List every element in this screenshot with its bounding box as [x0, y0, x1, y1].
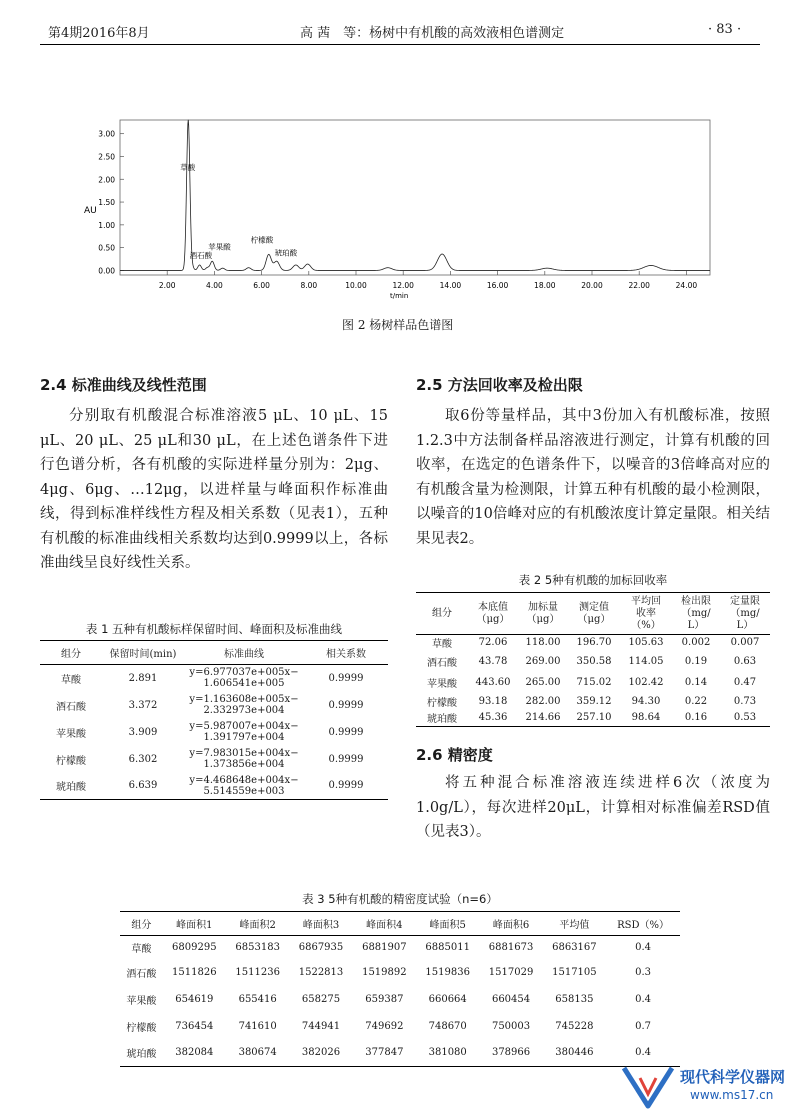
table3-cell: 0.4 [635, 941, 651, 953]
table3-cell: 382084 [175, 1047, 214, 1059]
watermark-logo-accent [640, 1078, 656, 1094]
table1-cell: 2.891 [128, 672, 158, 684]
table3-cell: 琥珀酸 [126, 1049, 157, 1061]
table2-row [416, 635, 770, 651]
table3-cell: 660454 [491, 993, 531, 1005]
table3-cell: 0.4 [635, 1047, 651, 1059]
table1-row [40, 719, 388, 746]
watermark-logo-mark [624, 1068, 672, 1106]
table1-cell: 草酸 [61, 674, 81, 686]
table2-header: 组分 [432, 607, 452, 619]
y-tick-label: 2.00 [98, 175, 115, 185]
watermark-logo [618, 1060, 678, 1110]
table3-cell: 1511826 [172, 966, 217, 978]
table1 [40, 640, 388, 800]
table2-row [416, 710, 770, 727]
peak-label: 草酸 [180, 163, 196, 173]
y-tick-label: 0.00 [98, 266, 115, 276]
table1-cell: 6.639 [128, 780, 158, 792]
header-rule [40, 44, 760, 45]
table1-header-row [40, 641, 388, 665]
table2-cell: 0.53 [733, 712, 757, 724]
table2-cell: 282.00 [525, 695, 561, 707]
table2-header: 本底值 （μg） [476, 601, 510, 625]
table3-row [120, 986, 680, 1013]
table2-header: 加标量 （μg） [526, 601, 560, 625]
table3-cell: 377847 [365, 1047, 404, 1059]
table1-header: 保留时间(min) [109, 649, 177, 660]
table3-row [120, 959, 680, 986]
table1-cell: 0.9999 [328, 780, 364, 792]
peak-label: 酒石酸 [189, 250, 213, 260]
running-header-title: 高 茜 等：杨树中有机酸的高效液相色谱测定 [300, 26, 565, 41]
section-2-4-title: 2.4 标准曲线及线性范围 [40, 376, 207, 394]
table3-cell: 柠檬酸 [126, 1022, 157, 1034]
x-tick-label: 16.00 [486, 281, 509, 290]
table1-row [40, 746, 388, 773]
table2-cell: 72.06 [478, 637, 508, 649]
table2-cell: 0.16 [684, 712, 708, 724]
table2-cell: 114.05 [628, 655, 664, 667]
table1-cell: 酒石酸 [56, 701, 86, 713]
table2-cell: 94.30 [631, 695, 661, 707]
table3-cell: 658135 [555, 993, 594, 1005]
y-tick-label: 2.50 [98, 152, 115, 162]
table3-cell: 736454 [175, 1020, 214, 1032]
table3-cell: 酒石酸 [126, 968, 157, 980]
table2-cell: 草酸 [432, 639, 452, 651]
table3-cell: 6881673 [488, 941, 534, 953]
table2-header: 测定值 （μg） [577, 601, 611, 625]
running-header-page: · 83 · [708, 22, 742, 37]
table3-row [120, 936, 680, 959]
table3-cell: 1519892 [362, 966, 407, 978]
x-tick-label: 6.00 [253, 281, 270, 290]
table1-equation: y=7.983015e+004x− 1.373856e+004 [189, 748, 299, 770]
table1-cell: 0.9999 [328, 753, 364, 765]
x-tick-label: 18.00 [534, 281, 556, 290]
table3-cell: 0.4 [635, 993, 651, 1005]
watermark-name: 现代科学仪器网 [680, 1068, 786, 1086]
table2-cell: 琥珀酸 [427, 714, 457, 726]
table2 [416, 592, 770, 727]
table1-header: 组分 [61, 649, 81, 660]
chromatogram-figure [60, 118, 720, 308]
table2-cell: 0.14 [684, 676, 708, 688]
table2-header-row [416, 593, 770, 635]
y-tick-label: 0.50 [98, 243, 115, 253]
table3-header: 峰面积3 [302, 920, 340, 931]
table2-row [416, 693, 770, 710]
table1-cell: 0.9999 [328, 672, 364, 684]
table1-cell: 琥珀酸 [56, 782, 86, 794]
table2-cell: 269.00 [525, 655, 561, 667]
table2-cell: 196.70 [576, 637, 612, 649]
table3-cell: 6853183 [235, 941, 280, 953]
section-2-4-text: 分别取有机酸混合标准溶液5 μL、10 μL、15 μL、20 μL、25 μL和30 μL，在上述色谱条件下进行色谱分析，各有机酸的实际进样量分别为：2μg、4μg、6μg、…12μg，以进样量与峰面积作标准曲线，得到标准样线性方程及相关系数（见表1），五种有机酸的标准曲线相关系数均达到0.9999以上，各标准曲线呈良好线性关系。 [40, 408, 388, 571]
table2-cell: 102.42 [628, 676, 664, 688]
table3-cell: 378966 [491, 1047, 531, 1059]
table2-caption: 表 2 5种有机酸的加标回收率 [518, 573, 668, 587]
table3-cell: 660664 [428, 993, 467, 1005]
x-tick-label: 24.00 [675, 281, 698, 290]
x-tick-label: 10.00 [345, 281, 367, 290]
table1-cell: 苹果酸 [56, 728, 86, 740]
x-tick-label: 4.00 [206, 281, 223, 290]
table3-cell: 744941 [301, 1020, 341, 1032]
table1-cell: 0.9999 [328, 699, 364, 711]
section-2-6-title: 2.6 精密度 [416, 746, 493, 764]
table2-cell: 350.58 [576, 655, 612, 667]
table2-cell: 柠檬酸 [427, 697, 457, 709]
table2-header: 定量限 （mg/ L） [730, 595, 760, 631]
table3-header: 峰面积2 [239, 920, 276, 931]
table3-header: RSD（%） [617, 920, 669, 931]
x-tick-label: 20.00 [581, 281, 603, 290]
section-2-5-text: 取6份等量样品，其中3份加入有机酸标准，按照1.2.3中方法制备样品溶液进行测定，计算有机酸的回收率，在选定的色谱条件下，以噪音的3倍峰高对应的有机酸含量为检测限，计算五种有机酸的最小检测限，以噪音的10倍峰对应的有机酸浓度计算定量限。相关结果见表2。 [416, 408, 770, 547]
table2-header: 平均回 收率 （%） [631, 595, 661, 631]
peak-label: 柠檬酸 [250, 235, 274, 245]
table3-cell: 749692 [365, 1020, 404, 1032]
table3-cell: 1511236 [235, 966, 280, 978]
table1-header: 相关系数 [326, 649, 366, 660]
figure-caption: 图 2 杨树样品色谱图 [342, 318, 454, 332]
table3-cell: 1519836 [425, 966, 470, 978]
table3-cell: 1517105 [552, 966, 597, 978]
table3-cell: 658275 [301, 993, 341, 1005]
y-tick-label: 1.50 [98, 198, 115, 208]
table3-cell: 741610 [238, 1020, 277, 1032]
table3-cell: 0.3 [635, 966, 651, 978]
table1-cell: 0.9999 [328, 726, 364, 738]
table2-cell: 359.12 [576, 695, 612, 707]
table2-cell: 苹果酸 [427, 678, 457, 690]
table3-row [120, 1040, 680, 1067]
table3-header: 峰面积6 [492, 920, 530, 931]
table2-cell: 0.007 [730, 637, 760, 649]
table2-cell: 265.00 [525, 676, 561, 688]
table3-cell: 748670 [428, 1020, 467, 1032]
table3-header-row [120, 912, 680, 936]
table3 [120, 911, 680, 1067]
table1-cell: 柠檬酸 [56, 755, 86, 767]
table1-equation: y=6.977037e+005x− 1.606541e+005 [189, 667, 299, 690]
table2-cell: 0.63 [733, 655, 757, 667]
table1-caption: 表 1 五种有机酸标样保留时间、峰面积及标准曲线 [85, 622, 343, 636]
table3-cell: 6885011 [425, 941, 470, 953]
table1-cell: 6.302 [128, 753, 158, 765]
table3-cell: 6867935 [298, 941, 344, 953]
table2-cell: 715.02 [576, 676, 612, 688]
x-tick-label: 2.00 [158, 281, 176, 290]
table2-cell: 105.63 [628, 637, 664, 649]
x-tick-label: 14.00 [439, 281, 462, 290]
table1-cell: 3.372 [128, 699, 158, 711]
section-2-6-text: 将五种混合标准溶液连续进样6次（浓度为1.0g/L），每次进样20μL，计算相对标准偏差RSD值（见表3）。 [416, 775, 770, 840]
running-header-issue: 第4期2016年8月 [48, 26, 150, 41]
table2-cell: 45.36 [478, 712, 508, 724]
table3-caption: 表 3 5种有机酸的精密度试验（n=6） [302, 892, 498, 906]
table1-row [40, 665, 388, 692]
y-tick-label: 3.00 [98, 129, 115, 139]
table2-row [416, 672, 770, 693]
table3-cell: 381080 [428, 1047, 467, 1059]
table3-cell: 382026 [301, 1047, 341, 1059]
x-tick-label: 8.00 [300, 281, 318, 290]
table1-row [40, 773, 388, 800]
table3-header: 峰面积4 [366, 920, 403, 931]
table1-equation: y=4.468648e+004x− 5.514559e+003 [189, 774, 299, 797]
peak-label: 苹果酸 [208, 242, 231, 252]
table3-cell: 6809295 [172, 941, 217, 953]
section-2-5-title: 2.5 方法回收率及检出限 [416, 376, 583, 394]
watermark-url[interactable]: www.ms17.cn [690, 1088, 774, 1102]
table3-header: 峰面积1 [176, 920, 213, 931]
table3-cell: 苹果酸 [126, 995, 157, 1007]
table2-cell: 443.60 [475, 676, 511, 688]
table3-header: 平均值 [559, 920, 590, 931]
table3-cell: 380446 [555, 1047, 594, 1059]
table3-cell: 655416 [238, 993, 277, 1005]
table3-cell: 草酸 [131, 943, 152, 955]
table2-cell: 0.73 [733, 695, 757, 707]
table2-cell: 118.00 [525, 637, 561, 649]
table3-cell: 750003 [491, 1020, 531, 1032]
y-tick-label: 1.00 [98, 220, 115, 230]
table1-header: 标准曲线 [224, 649, 264, 660]
table2-cell: 257.10 [576, 712, 612, 724]
table3-cell: 1522813 [298, 966, 344, 978]
table3-cell: 6863167 [552, 941, 597, 953]
table3-row [120, 1013, 680, 1040]
table2-cell: 0.47 [733, 676, 757, 688]
table2-cell: 93.18 [478, 695, 508, 707]
table2-cell: 0.002 [681, 637, 711, 649]
x-tick-label: 12.00 [392, 281, 414, 290]
table1-equation: y=5.987007e+004x− 1.391797e+004 [189, 721, 299, 743]
table2-cell: 98.64 [631, 712, 661, 724]
peak-label: 琥珀酸 [274, 248, 298, 258]
table2-cell: 0.19 [684, 655, 708, 667]
x-axis-label: t/min [390, 292, 409, 300]
y-axis-label: AU [84, 206, 97, 216]
table3-cell: 0.7 [635, 1020, 651, 1032]
table3-cell: 745228 [555, 1020, 594, 1032]
table3-cell: 380674 [238, 1047, 277, 1059]
table3-header: 峰面积5 [429, 920, 466, 931]
table3-cell: 6881907 [362, 941, 407, 953]
table1-equation: y=1.163608e+005x− 2.332973e+004 [189, 694, 299, 716]
x-tick-label: 22.00 [628, 281, 650, 290]
table2-cell: 0.22 [684, 695, 708, 707]
table3-cell: 659387 [365, 993, 404, 1005]
table2-cell: 214.66 [525, 712, 561, 724]
table2-cell: 酒石酸 [427, 657, 457, 669]
table2-header: 检出限 （mg/ L） [681, 595, 711, 631]
table3-cell: 1517029 [488, 966, 534, 978]
table2-cell: 43.78 [478, 655, 508, 667]
table3-header: 组分 [131, 920, 152, 931]
table3-cell: 654619 [175, 993, 214, 1005]
table1-row [40, 692, 388, 719]
table1-cell: 3.909 [128, 726, 158, 738]
table2-row [416, 651, 770, 672]
